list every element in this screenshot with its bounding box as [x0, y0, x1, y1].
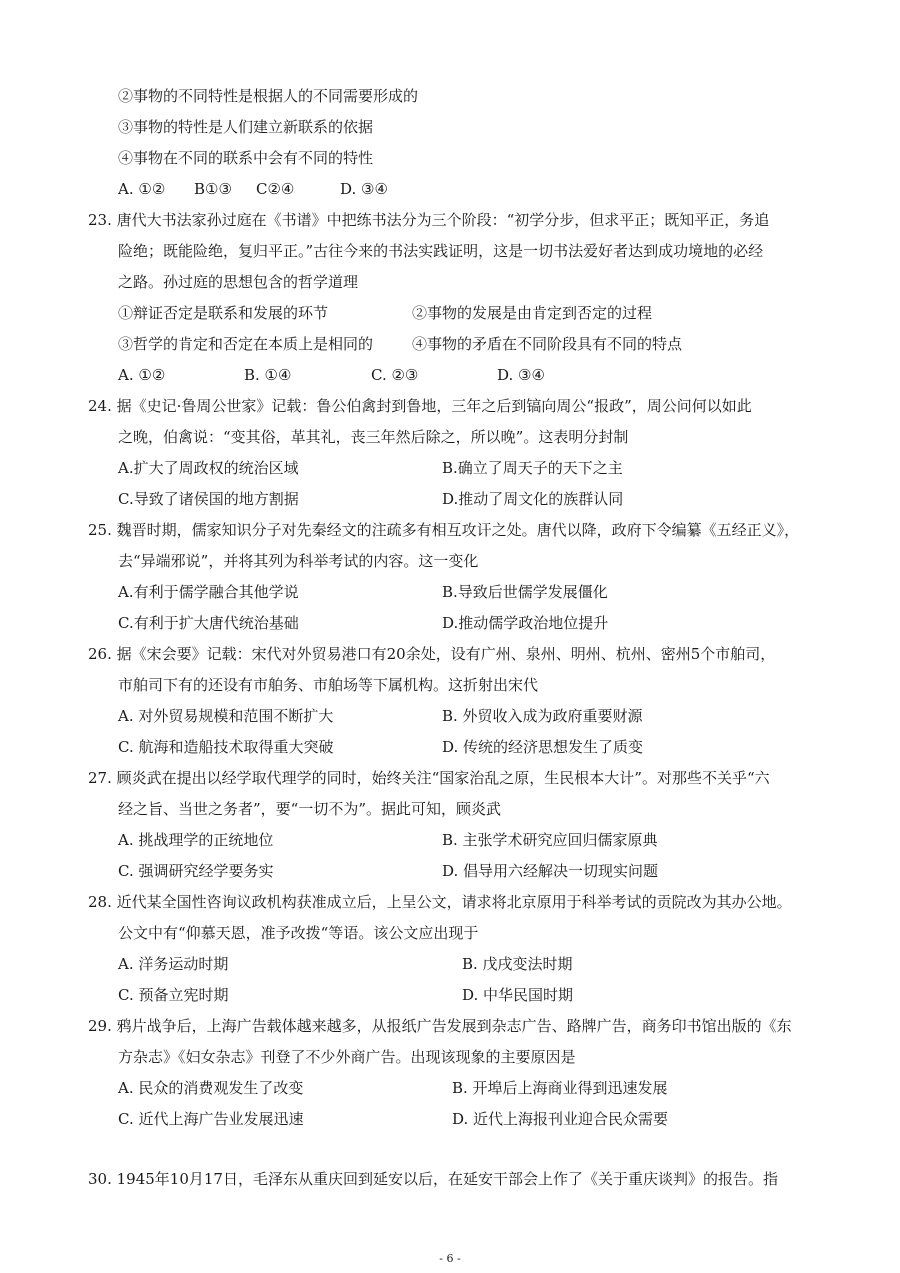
q23-statement-4: ④事物的矛盾在不同阶段具有不同的特点	[412, 335, 683, 353]
q22-statement-3: ③事物的特性是人们建立新联系的依据	[118, 118, 374, 136]
q28-option-a: A. 洋务运动时期	[118, 955, 229, 973]
q27-option-a: A. 挑战理学的正统地位	[118, 831, 274, 849]
q27-option-d: D. 倡导用六经解决一切现实问题	[442, 862, 659, 880]
q29-stem-line-1: 29. 鸦片战争后，上海广告载体越来越多，从报纸广告发展到杂志广告、路牌广告，商务印书馆出版的《东	[88, 1017, 792, 1035]
q24-option-d: D.推动了周文化的族群认同	[442, 490, 624, 508]
q23-stem-line-2: 险绝；既能险绝，复归平正。”古往今来的书法实践证明，这是一切书法爱好者达到成功境地的必经	[118, 242, 764, 260]
q27-stem-line-2: 经之旨、当世之务者”，要“一切不为”。据此可知，顾炎武	[118, 800, 502, 818]
q27-option-b: B. 主张学术研究应回归儒家原典	[442, 831, 658, 849]
q29-option-a: A. 民众的消费观发生了改变	[118, 1079, 304, 1097]
q26-stem-line-1: 26. 据《宋会要》记载：宋代对外贸易港口有20余处，设有广州、泉州、明州、杭州、密州5个市舶司，	[88, 645, 776, 663]
q28-option-d: D. 中华民国时期	[462, 986, 574, 1004]
q28-stem-line-1: 28. 近代某全国性咨询议政机构获准成立后，上呈公文，请求将北京原用于科举考试的贡院改为其办公地。	[88, 893, 792, 911]
q22-statement-4: ④事物在不同的联系中会有不同的特性	[118, 149, 374, 167]
q29-option-b: B. 开埠后上海商业得到迅速发展	[452, 1079, 668, 1097]
q28-option-b: B. 戊戌变法时期	[462, 955, 573, 973]
q23-option-d: D. ③④	[497, 366, 545, 384]
q24-option-a: A.扩大了周政权的统治区域	[118, 459, 299, 477]
q22-statement-2: ②事物的不同特性是根据人的不同需要形成的	[118, 87, 419, 105]
q27-stem-line-1: 27. 顾炎武在提出以经学取代理学的同时，始终关注“国家治乱之原，生民根本大计”。对那些不关乎“六	[88, 769, 770, 787]
q23-statement-1: ①辩证否定是联系和发展的环节	[118, 304, 329, 322]
q24-option-b: B.确立了周天子的天下之主	[442, 459, 623, 477]
q26-option-b: B. 外贸收入成为政府重要财源	[442, 707, 643, 725]
q29-stem-line-2: 方杂志》《妇女杂志》刊登了不少外商广告。出现该现象的主要原因是	[118, 1048, 576, 1066]
page-number: - 6 -	[439, 1252, 461, 1265]
q26-option-a: A. 对外贸易规模和范围不断扩大	[118, 707, 334, 725]
q25-stem-line-1: 25. 魏晋时期，儒家知识分子对先秦经文的注疏多有相互攻讦之处。唐代以降，政府下令编纂《五经正义》，	[88, 521, 800, 539]
q25-option-c: C.有利于扩大唐代统治基础	[118, 614, 299, 632]
q29-option-d: D. 近代上海报刊业迎合民众需要	[452, 1110, 669, 1128]
q22-option-a: A. ①②	[118, 180, 166, 198]
q23-statement-2: ②事物的发展是由肯定到否定的过程	[412, 304, 653, 322]
q22-option-d: D. ③④	[340, 180, 388, 198]
q27-option-c: C. 强调研究经学要务实	[118, 862, 274, 880]
q24-stem-line-1: 24. 据《史记·鲁周公世家》记载：鲁公伯禽封到鲁地，三年之后到镐向周公“报政”，周公问何以如此	[88, 397, 752, 415]
q28-stem-line-2: 公文中有“仰慕天恩，准予改拨“等语。该公文应出现于	[118, 924, 479, 942]
q26-option-c: C. 航海和造船技术取得重大突破	[118, 738, 334, 756]
q25-option-d: D.推动儒学政治地位提升	[442, 614, 609, 632]
q28-option-c: C. 预备立宪时期	[118, 986, 229, 1004]
q23-statement-3: ③哲学的肯定和否定在本质上是相同的	[118, 335, 374, 353]
q23-option-b: B. ①④	[244, 366, 292, 384]
q25-stem-line-2: 去“异端邪说”，并将其列为科举考试的内容。这一变化	[118, 552, 479, 570]
q29-option-c: C. 近代上海广告业发展迅速	[118, 1110, 304, 1128]
q23-option-c: C. ②③	[371, 366, 419, 384]
q30-stem-line-1: 30. 1945年10月17日，毛泽东从重庆回到延安以后，在延安干部会上作了《关于重庆谈判》的报告。指	[88, 1170, 778, 1188]
q26-stem-line-2: 市舶司下有的还设有市舶务、市舶场等下属机构。这折射出宋代	[118, 676, 539, 694]
q23-stem-line-3: 之路。孙过庭的思想包含的哲学道理	[118, 273, 359, 291]
q24-stem-line-2: 之晚，伯禽说：“变其俗，革其礼，丧三年然后除之，所以晚”。这表明分封制	[118, 428, 629, 446]
q25-option-b: B.导致后世儒学发展僵化	[442, 583, 608, 601]
q22-option-b: B①③	[194, 180, 232, 198]
q23-stem-line-1: 23. 唐代大书法家孙过庭在《书谱》中把练书法分为三个阶段：“初学分步，但求平正；既知平正，务追	[88, 211, 770, 229]
q24-option-c: C.导致了诸侯国的地方割据	[118, 490, 299, 508]
q26-option-d: D. 传统的经济思想发生了质变	[442, 738, 644, 756]
q23-option-a: A. ①②	[118, 366, 166, 384]
q22-option-c: C②④	[256, 180, 295, 198]
q25-option-a: A.有利于儒学融合其他学说	[118, 583, 299, 601]
